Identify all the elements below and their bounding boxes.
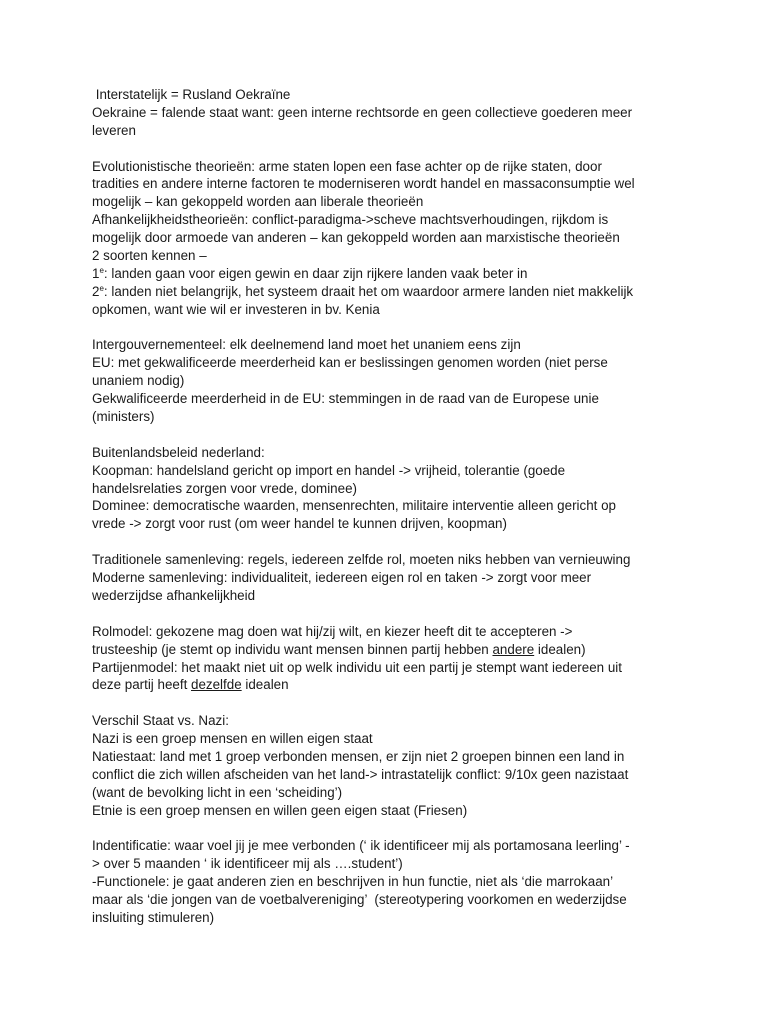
underlined-word: dezelfde	[191, 677, 242, 693]
text-line: tradities en andere interne factoren te moderniseren wordt handel en massaconsumptie wel	[92, 176, 635, 192]
numbered-line	[92, 265, 692, 283]
item-text: : landen gaan voor eigen gewin en daar zijn rijkere landen vaak beter in	[103, 265, 528, 281]
text-line: conflict die zich willen afscheiden van het land-> intrastatelijk conflict: 9/10x geen nazistaat	[92, 766, 629, 782]
blank-line	[92, 426, 692, 444]
item-text: : landen niet belangrijk, het systeem draait het om waardoor armere landen niet makkelijk	[103, 283, 634, 299]
text-line: Intergouvernementeel: elk deelnemend land moet het unaniem eens zijn	[92, 337, 521, 353]
text-line: (want de bevolking licht in een ‘scheiding’)	[92, 784, 343, 800]
numbered-line	[92, 283, 692, 301]
text-line: > over 5 maanden ‘ ik identificeer mij als ….student’)	[92, 856, 403, 872]
text-line: leveren	[92, 122, 136, 138]
blank-line	[92, 820, 692, 838]
text-line: (ministers)	[92, 409, 155, 425]
text-segment: idealen)	[534, 641, 586, 657]
text-line: opkomen, want wie wil er investeren in bv. Kenia	[92, 301, 380, 317]
text-line: Gekwalificeerde meerderheid in de EU: stemmingen in de raad van de Europese unie	[92, 391, 599, 407]
underlined-word: andere	[492, 641, 535, 657]
text-line: 2 soorten kennen –	[92, 248, 207, 264]
ordinal-suffix: e	[99, 283, 104, 293]
blank-line	[92, 533, 692, 551]
text-line: Evolutionistische theorieën: arme staten lopen een fase achter op de rijke staten, door	[92, 158, 602, 174]
blank-line	[92, 319, 692, 337]
text-line: insluiting stimuleren)	[92, 909, 215, 925]
text-line: wederzijdse afhankelijkheid	[92, 587, 256, 603]
text-line: Etnie is een groep mensen en willen geen eigen staat (Friesen)	[92, 802, 468, 818]
item-number: 1	[92, 265, 100, 281]
text-line: EU: met gekwalificeerde meerderheid kan er beslissingen genomen worden (niet perse	[92, 355, 608, 371]
text-line: Koopman: handelsland gericht op import en handel -> vrijheid, tolerantie (goede	[92, 462, 566, 478]
blank-line	[92, 605, 692, 623]
text-line: Verschil Staat vs. Nazi:	[92, 713, 229, 729]
text-line: unaniem nodig)	[92, 373, 185, 389]
text-line: Afhankelijkheidstheorieën: conflict-paradigma->scheve machtsverhoudingen, rijkdom is	[92, 212, 609, 228]
text-line: Traditionele samenleving: regels, iedereen zelfde rol, moeten niks hebben van vernieuwing	[92, 552, 631, 568]
text-line: Rolmodel: gekozene mag doen wat hij/zij wilt, en kiezer heeft dit te accepteren ->	[92, 623, 573, 639]
text-line: Natiestaat: land met 1 groep verbonden mensen, er zijn niet 2 groepen binnen een land in	[92, 748, 625, 764]
text-line: mogelijk door armoede van anderen – kan gekoppeld worden aan marxistische theorieën	[92, 230, 620, 246]
text-line: Dominee: democratische waarden, mensenrechten, militaire interventie alleen gericht op	[92, 498, 616, 514]
blank-line	[92, 694, 692, 712]
text-line: handelsrelaties zorgen voor vrede, dominee)	[92, 480, 357, 496]
text-line: Partijenmodel: het maakt niet uit op welk individu uit een partij je stempt want iedereen uit	[92, 659, 622, 675]
text-line: mogelijk – kan gekoppeld worden aan liberale theorieën	[92, 194, 424, 210]
text-line	[92, 641, 692, 659]
text-line: maar als ‘die jongen van de voetbalvereniging’ (stereotypering voorkomen en wederzijdse	[92, 892, 627, 908]
text-line: Indentificatie: waar voel jij je mee verbonden (‘ ik identificeer mij als portamosana leerling’ -	[92, 838, 630, 854]
ordinal-suffix: e	[99, 265, 104, 275]
document-body	[92, 86, 692, 927]
text-line: Nazi is een groep mensen en willen eigen staat	[92, 731, 373, 747]
text-line: Moderne samenleving: individualiteit, iedereen eigen rol en taken -> zorgt voor meer	[92, 570, 592, 586]
blank-line	[92, 140, 692, 158]
text-segment: deze partij heeft	[92, 677, 192, 693]
item-number: 2	[92, 283, 100, 299]
text-segment: idealen	[241, 677, 289, 693]
text-line: Interstatelijk = Rusland Oekraïne	[92, 87, 291, 102]
text-line: Buitenlandsbeleid nederland:	[92, 444, 265, 460]
text-line: -Functionele: je gaat anderen zien en beschrijven in hun functie, niet als ‘die marrokaan’	[92, 874, 614, 890]
text-line: vrede -> zorgt voor rust (om weer handel te kunnen drijven, koopman)	[92, 516, 507, 532]
text-line	[92, 676, 692, 694]
text-segment: trusteeship (je stemt op individu want mensen binnen partij hebben	[92, 641, 493, 657]
text-line: Oekraine = falende staat want: geen interne rechtsorde en geen collectieve goederen meer	[92, 104, 633, 120]
